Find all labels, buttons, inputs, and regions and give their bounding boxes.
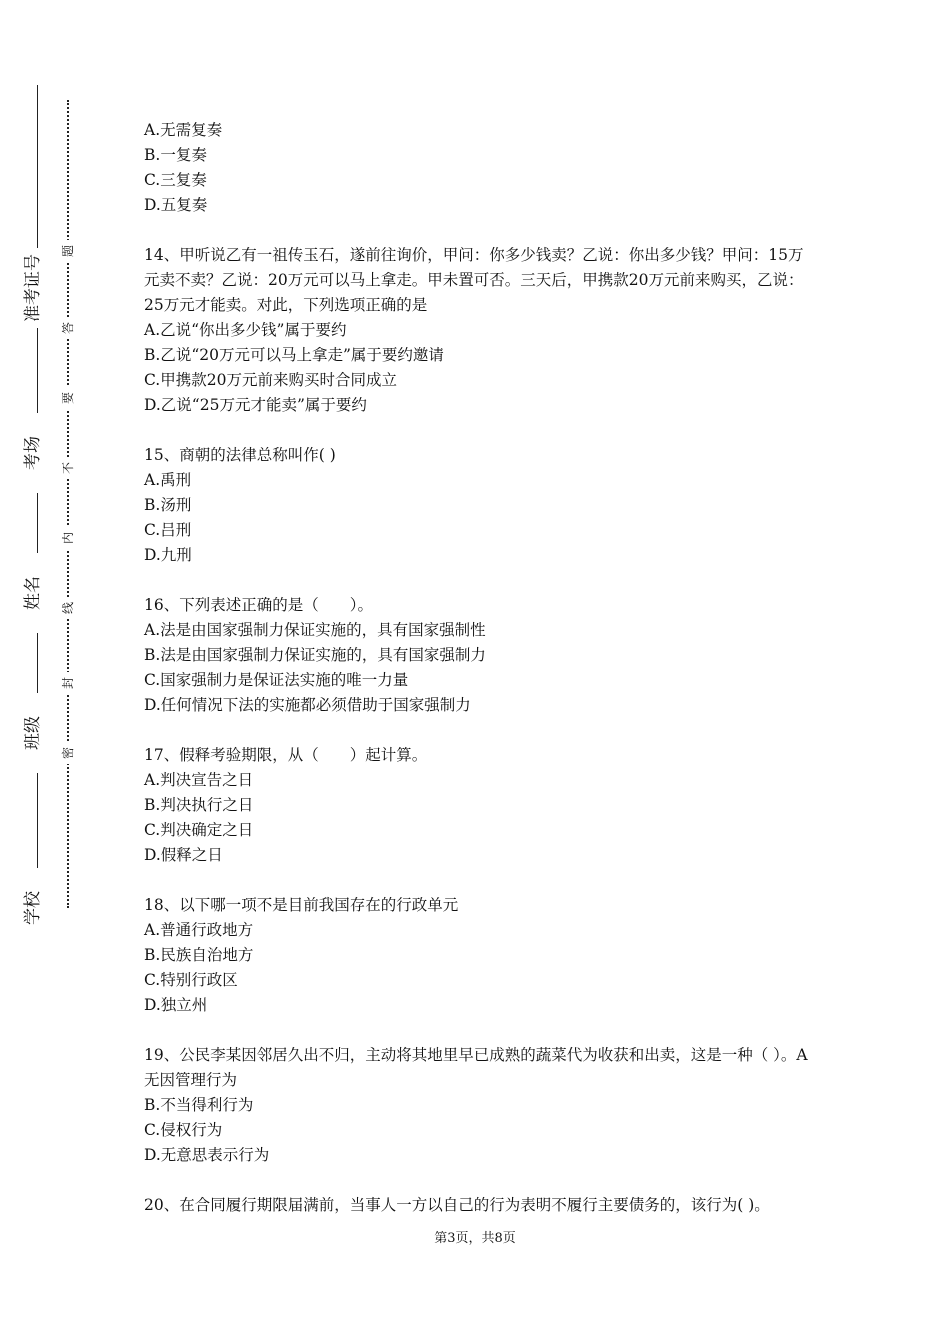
option-d: D.九刑 [144,546,192,564]
seal-char: 封 [57,672,79,694]
option-c: C.国家强制力是保证法实施的唯一力量 [144,671,409,689]
question-14 [144,243,814,418]
option-a: A.判决宣告之日 [144,771,254,789]
seal-char: 题 [57,240,79,262]
option-c: C.判决确定之日 [144,821,254,839]
question-18 [144,893,814,1018]
seal-char: 要 [57,387,79,409]
option-d: D.无意思表示行为 [144,1146,270,1164]
option-b: B.不当得利行为 [144,1096,254,1114]
question-16 [144,593,814,718]
option-d: D.假释之日 [144,846,223,864]
question-stem: 16、下列表述正确的是（ ）。 [144,596,373,614]
option-c: C.侵权行为 [144,1121,223,1139]
seal-char: 答 [57,317,79,339]
binding-label-exam-room: 考场 [20,413,46,493]
binding-label-class: 班级 [20,693,46,773]
option-a: A.乙说“你出多少钱”属于要约 [144,321,347,339]
question-stem: 15、商朝的法律总称叫作( ) [144,446,336,464]
question-15 [144,443,814,568]
option-a: A.普通行政地方 [144,921,254,939]
option-c: C.甲携款20万元前来购买时合同成立 [144,371,397,389]
question-13-options [144,118,814,218]
option-a: A.法是由国家强制力保证实施的，具有国家强制性 [144,621,486,639]
question-stem: 17、假释考验期限，从（ ）起计算。 [144,746,428,764]
option-d: D.任何情况下法的实施都必须借助于国家强制力 [144,696,471,714]
question-stem: 20、在合同履行期限届满前，当事人一方以自己的行为表明不履行主要债务的，该行为( )。 [144,1196,770,1214]
page-number: 第3页，共8页 [434,1231,516,1246]
seal-char: 线 [57,597,79,619]
question-stem: 19、公民李某因邻居久出不归，主动将其地里早已成熟的蔬菜代为收获和出卖，这是一种（ ）。A无因管理行为 [144,1046,808,1089]
option-d: D.独立州 [144,996,208,1014]
option-c: C.三复奏 [144,171,207,189]
option-a: A.禹刑 [144,471,192,489]
question-stem: 18、以下哪一项不是目前我国存在的行政单元 [144,896,459,914]
question-20 [144,1193,814,1218]
binding-label-school: 学校 [20,868,46,948]
option-b: B.乙说“20万元可以马上拿走”属于要约邀请 [144,346,444,364]
option-a: A.无需复奏 [144,121,223,139]
option-b: B.一复奏 [144,146,207,164]
option-d: D.乙说“25万元才能卖”属于要约 [144,396,367,414]
binding-label-exam-id: 准考证号 [20,248,46,328]
binding-dotted-line [67,100,69,908]
option-c: C.特别行政区 [144,971,238,989]
binding-label-name: 姓名 [20,553,46,633]
option-b: B.民族自治地方 [144,946,254,964]
question-stem: 14、甲听说乙有一祖传玉石，遂前往询价，甲问：你多少钱卖？乙说：你出多少钱？甲问：15万元卖不卖？乙说：20万元可以马上拿走。甲未置可否。三天后，甲携款20万元前来购买，乙说：25万元才能卖。对此，下列选项正确的是 [144,246,804,314]
binding-solid-line [37,85,38,928]
question-list [144,118,814,1243]
option-d: D.五复奏 [144,196,208,214]
option-b: B.汤刑 [144,496,192,514]
seal-char: 密 [57,742,79,764]
option-b: B.判决执行之日 [144,796,254,814]
option-c: C.吕刑 [144,521,192,539]
seal-char: 内 [57,527,79,549]
option-b: B.法是由国家强制力保证实施的，具有国家强制力 [144,646,486,664]
question-19 [144,1043,814,1168]
question-17 [144,743,814,868]
seal-char: 不 [57,457,79,479]
